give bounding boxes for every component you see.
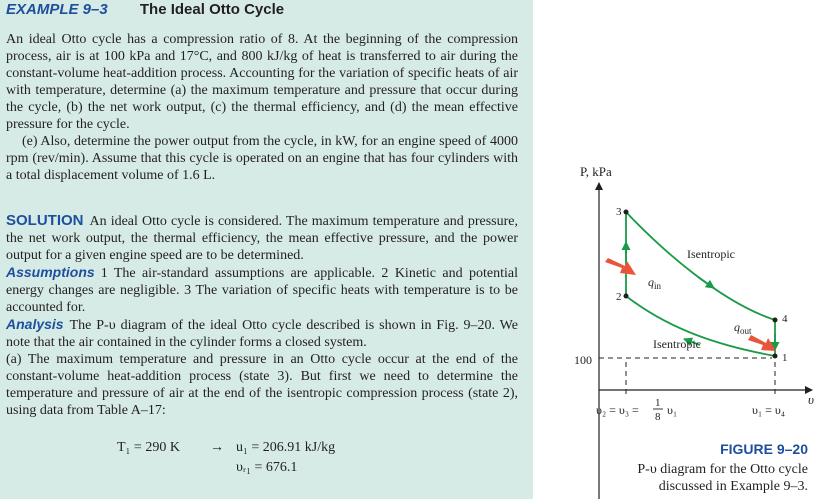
- heat-in-arrow: [605, 258, 636, 275]
- x-axis-label: υ: [808, 392, 814, 407]
- equation-vr1: υᵣ₁ = 676.1: [236, 460, 298, 475]
- solution-text: An ideal Otto cycle is considered. The maximum temperature and pressure, the net work output, the thermal efficiency, the mean effective pressure, and the power output for a given engine speed are to be determined.: [6, 214, 518, 263]
- state-point-4: [773, 318, 778, 323]
- v1-v4-label: υ₁ = υ₄: [752, 403, 786, 417]
- example-title: The Ideal Otto Cycle: [139, 1, 285, 18]
- pressure-tick-100: 100: [574, 353, 592, 367]
- y-axis-label: P, kPa: [580, 164, 612, 179]
- example-label: EXAMPLE 9–3: [6, 1, 108, 18]
- equation-u1: u₁ = 206.91 kJ/kg: [236, 440, 336, 455]
- state-label-1: 1: [782, 352, 788, 364]
- state-point-2: [624, 294, 629, 299]
- analysis-text: The P-υ diagram of the ideal Otto cycle described is shown in Fig. 9–20. We note that the air contained in the cylinder forms a closed system.: [6, 318, 518, 350]
- isentropic-label-bottom: Isentropic: [653, 337, 701, 351]
- state-point-1: [773, 354, 778, 359]
- isentropic-label-top: Isentropic: [687, 247, 735, 261]
- state-point-3: [624, 210, 629, 215]
- part-a-text: (a) The maximum temperature and pressure in an Otto cycle occur at the end of the constant-volume heat-addition process (state 3). But first we need to determine the temperature and pressure of air at the end of the isentropic compression process (state 2), using data from Table A–17:: [6, 352, 518, 418]
- state-label-4: 4: [782, 313, 788, 325]
- q-in-label: $q_{in}$: [648, 275, 662, 291]
- v1-after-fraction: υ₁: [667, 403, 678, 417]
- heat-out-arrow: [748, 335, 776, 351]
- q-out-label: $q_{out}$: [734, 320, 752, 336]
- assumptions-heading: Assumptions: [6, 264, 95, 280]
- state-label-2: 2: [616, 291, 622, 303]
- assumptions-text: 1 The air-standard assumptions are applicable. 2 Kinetic and potential energy changes are negligible. 3 The variation of specific heats with temperature is to be accounted for.: [6, 266, 518, 315]
- equation-t1: T₁ = 290 K: [117, 440, 180, 455]
- fraction-numerator: 1: [655, 397, 661, 409]
- equation-arrow: →: [210, 440, 224, 455]
- state-label-3: 3: [616, 206, 622, 218]
- v2-v3-label: υ₂ = υ₃ =: [596, 403, 639, 417]
- solution-heading: SOLUTION: [6, 212, 84, 229]
- problem-paragraph-1: An ideal Otto cycle has a compression ratio of 8. At the beginning of the compression process, air is at 100 kPa and 17°C, and 800 kJ/kg of heat is transferred to air during the constant-volume heat-addition process. Accounting for the variation of specific heats of air with temperature, determine (a) the maximum temperature and pressure that occur during the cycle, (b) the net work output, (c) the thermal efficiency, and (d) the mean effective pressure for the cycle.: [6, 32, 518, 132]
- analysis-heading: Analysis: [6, 316, 64, 332]
- problem-paragraph-2: (e) Also, determine the power output from the cycle, in kW, for an engine speed of 4000 rpm (rev/min). Assume that this cycle is operated on an engine that has four cylinders with a total displacement volume of 1.6 L.: [6, 134, 518, 183]
- fraction-denominator: 8: [655, 411, 661, 423]
- process-3-4: [626, 212, 775, 320]
- arrow-3-4: [698, 277, 714, 288]
- figure-caption: P-υ diagram for the Otto cycle discussed in Example 9–3.: [637, 462, 808, 494]
- figure-number: FIGURE 9–20: [720, 441, 808, 457]
